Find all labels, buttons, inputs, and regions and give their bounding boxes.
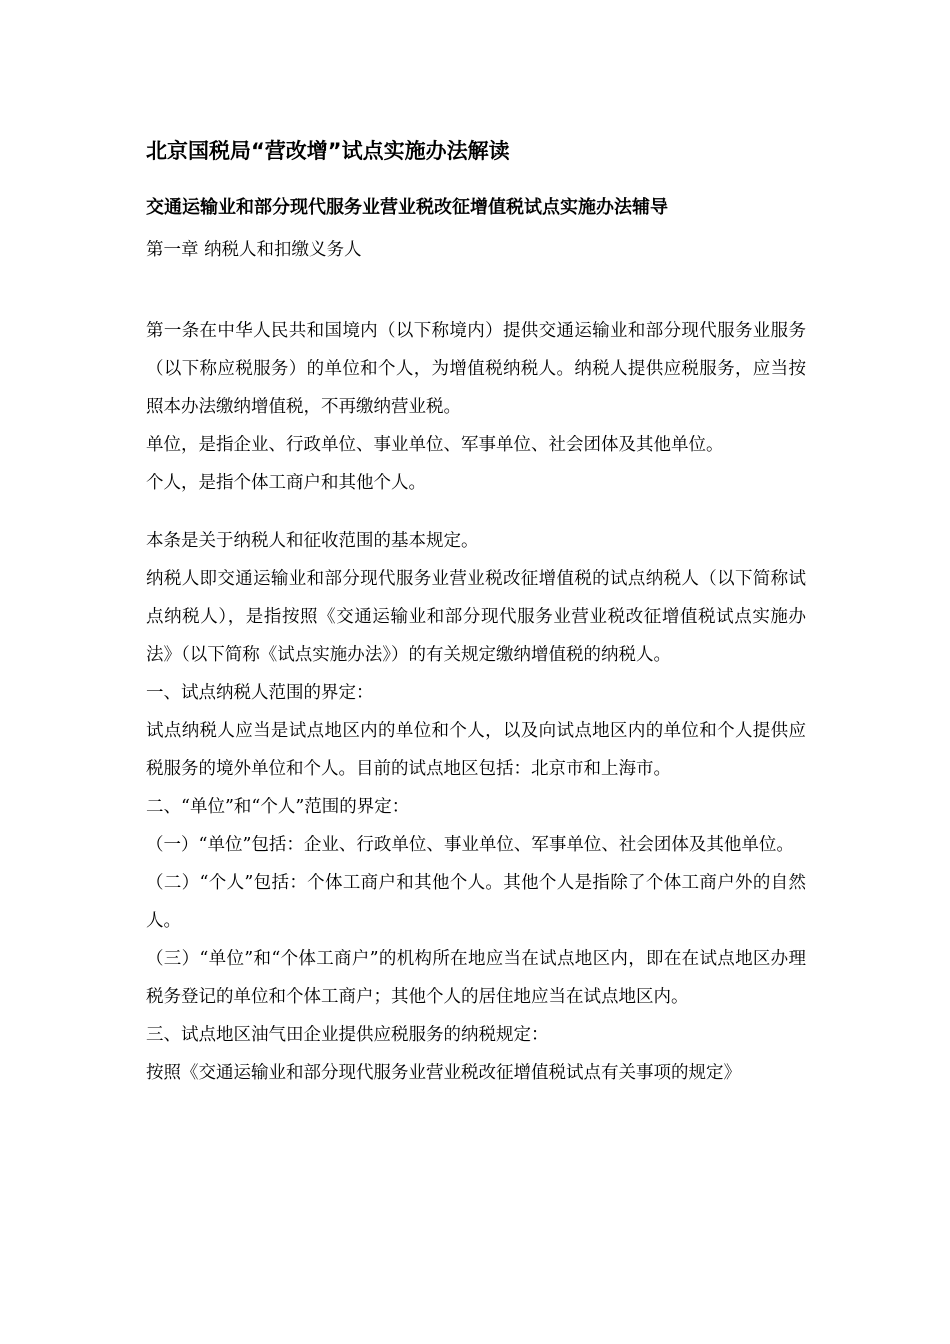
explanation-paragraph: （一）“单位”包括：企业、行政单位、事业单位、军事单位、社会团体及其他单位。 xyxy=(146,835,794,855)
explanation-paragraph: 试点纳税人应当是试点地区内的单位和个人，以及向试点地区内的单位和个人提供应税服务的境外单位和个人。目前的试点地区包括：北京市和上海市。 xyxy=(146,721,806,779)
section-heading: 二、“单位”和“个人”范围的界定： xyxy=(146,797,410,817)
section-heading: 三、试点地区油气田企业提供应税服务的纳税规定： xyxy=(146,1025,549,1045)
article-block xyxy=(146,312,806,502)
explanation-paragraph: 本条是关于纳税人和征收范围的基本规定。 xyxy=(146,531,479,551)
explanation-paragraph: 纳税人即交通运输业和部分现代服务业营业税改征增值税的试点纳税人（以下简称试点纳税人），是指按照《交通运输业和部分现代服务业营业税改征增值税试点实施办法》（以下简称《试点实施办法》）的有关规定缴纳增值税的纳税人。 xyxy=(146,569,806,665)
document-body xyxy=(146,134,806,1092)
explanation-paragraph: （三）“单位”和“个体工商户”的机构所在地应当在试点地区内，即在在试点地区办理税务登记的单位和个体工商户；其他个人的居住地应当在试点地区内。 xyxy=(146,949,806,1007)
explanation-paragraph: （二）“个人”包括：个体工商户和其他个人。其他个人是指除了个体工商户外的自然人。 xyxy=(146,873,806,931)
document-subtitle: 交通运输业和部分现代服务业营业税改征增值税试点实施办法辅导 xyxy=(146,197,668,218)
article-paragraph: 个人，是指个体工商户和其他个人。 xyxy=(146,473,426,493)
chapter-heading: 第一章 纳税人和扣缴义务人 xyxy=(146,240,362,260)
document-title: 北京国税局“营改增”试点实施办法解读 xyxy=(146,139,510,163)
article-paragraph: 第一条在中华人民共和国境内（以下称境内）提供交通运输业和部分现代服务业服务（以下称应税服务）的单位和个人，为增值税纳税人。纳税人提供应税服务，应当按照本办法缴纳增值税，不再缴纳营业税。 xyxy=(146,321,806,417)
explanation-block xyxy=(146,522,806,1092)
section-heading: 一、试点纳税人范围的界定： xyxy=(146,683,374,703)
explanation-paragraph: 按照《交通运输业和部分现代服务业营业税改征增值税试点有关事项的规定》 xyxy=(146,1063,741,1083)
paragraph-spacer xyxy=(146,502,806,522)
article-paragraph: 单位，是指企业、行政单位、事业单位、军事单位、社会团体及其他单位。 xyxy=(146,435,724,455)
